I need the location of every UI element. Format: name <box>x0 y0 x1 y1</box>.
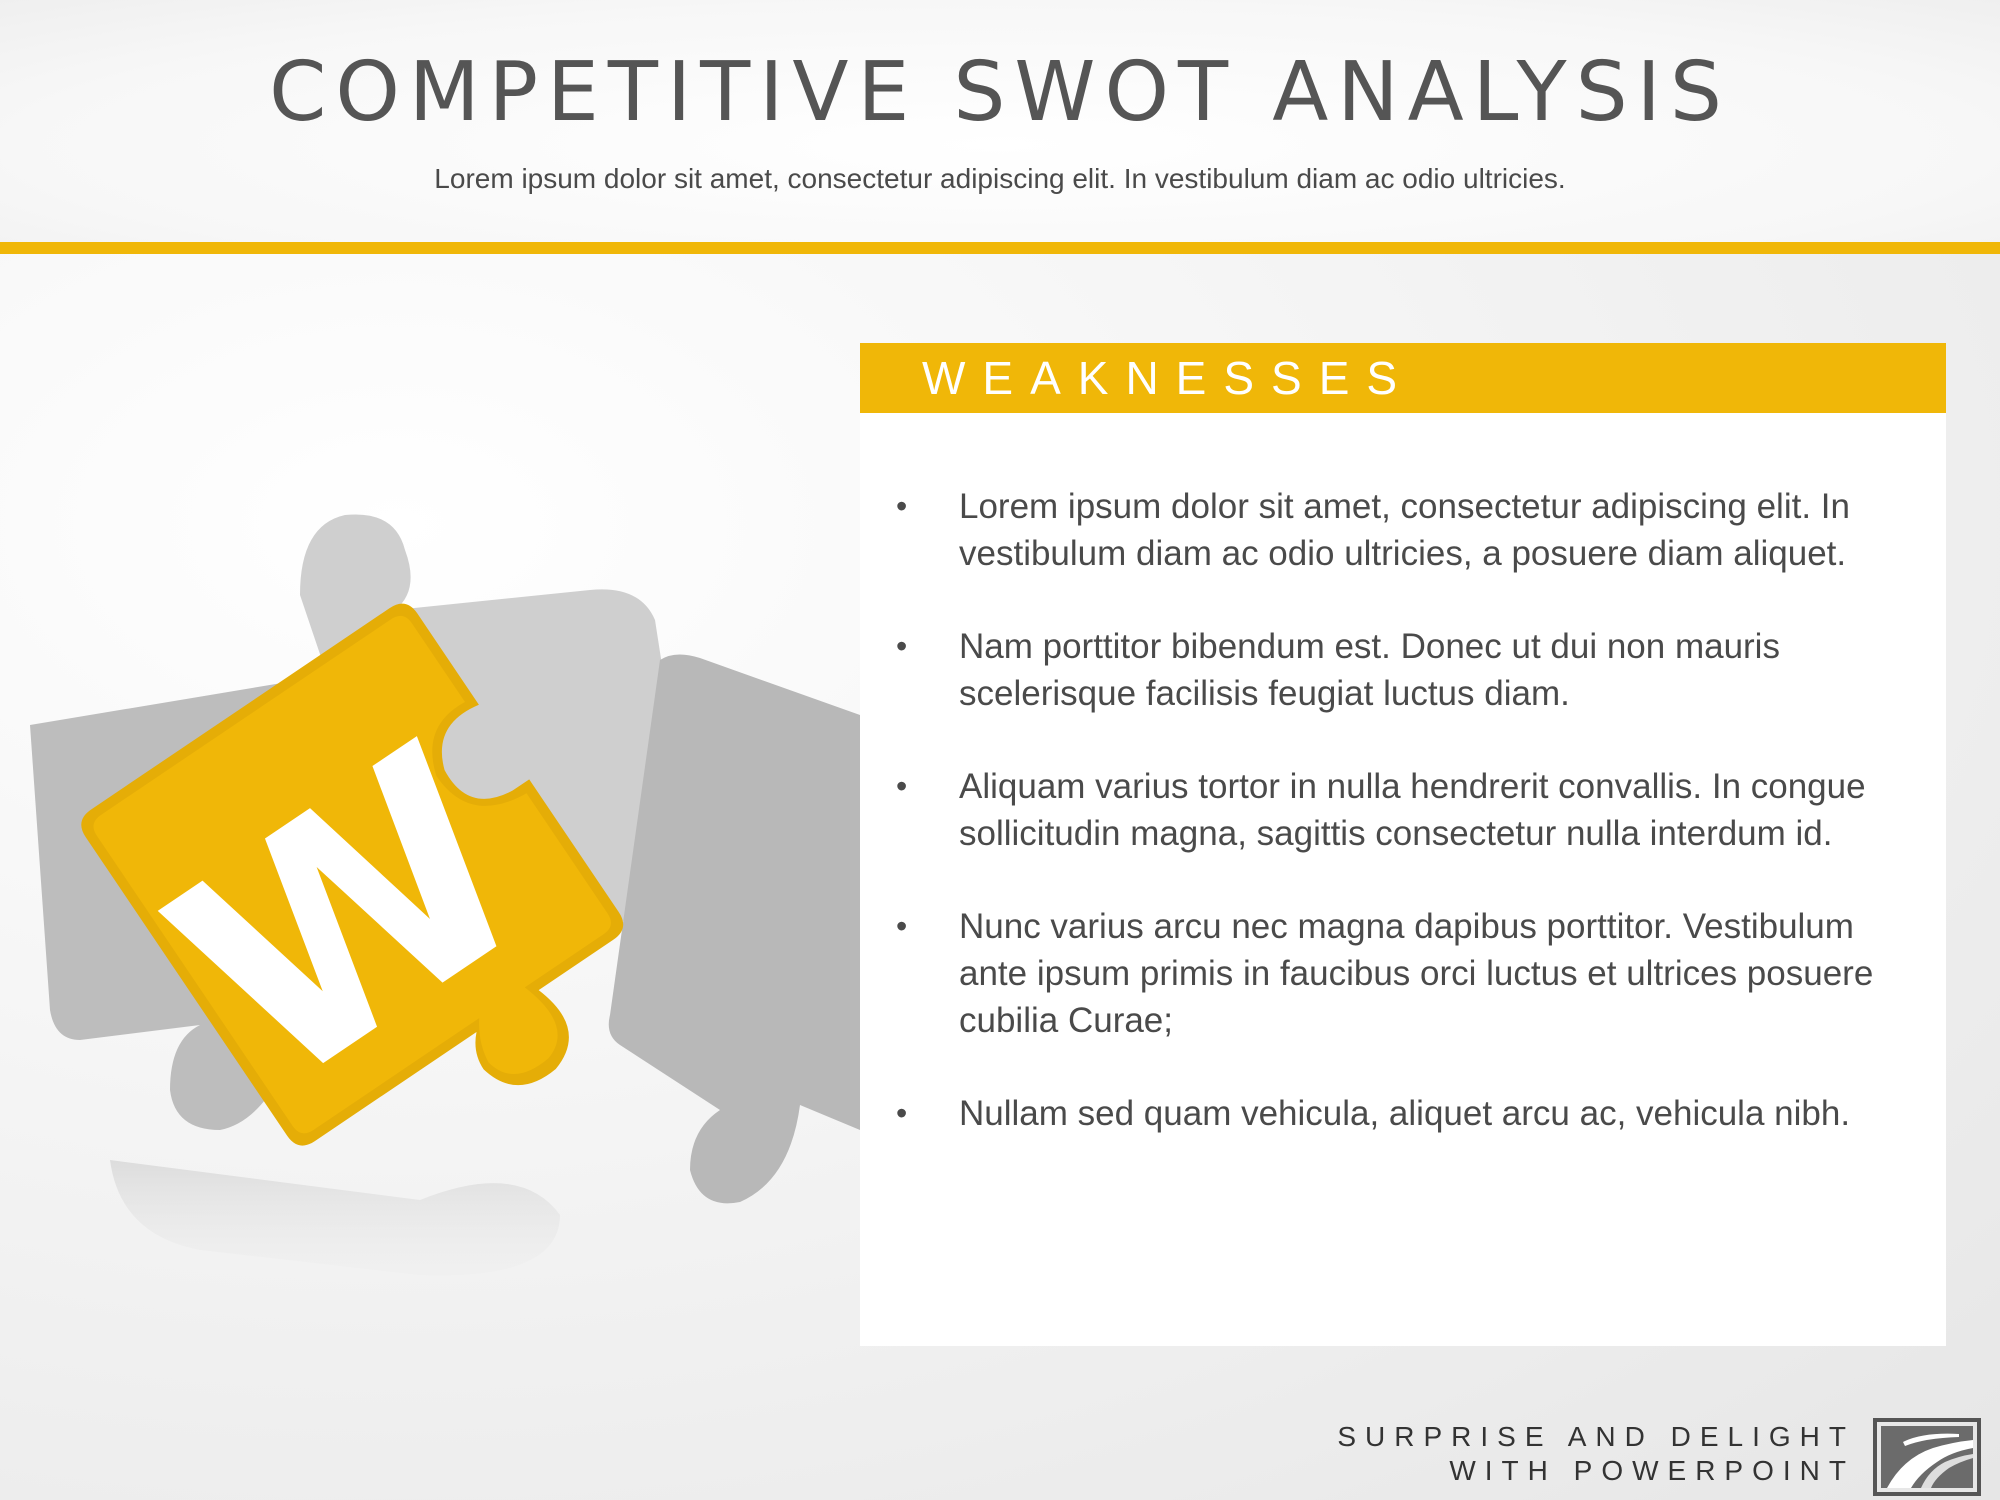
bullet-text: Nunc varius arcu nec magna dapibus porttitor. Vestibulum ante ipsum primis in faucibus orci luctus et ultrices posuere cubilia Curae; <box>959 907 1874 1040</box>
accent-divider <box>0 242 2000 254</box>
slide-subtitle: Lorem ipsum dolor sit amet, consectetur adipiscing elit. In vestibulum diam ac odio ultricies. <box>434 163 1566 194</box>
list-item <box>860 763 1946 857</box>
list-item <box>860 903 1946 1044</box>
list-item <box>860 483 1946 577</box>
puzzle-pieces-icon <box>0 480 860 1300</box>
bullet-icon: • <box>896 1095 908 1131</box>
footer-line-1: SURPRISE AND DELIGHT <box>1337 1421 1855 1452</box>
weaknesses-heading: WEAKNESSES <box>922 352 1415 404</box>
bullet-icon: • <box>896 628 908 664</box>
bullet-icon: • <box>896 488 908 524</box>
weaknesses-list <box>860 483 1946 1183</box>
slide-title: COMPETITIVE SWOT ANALYSIS <box>269 45 1731 140</box>
list-item <box>860 1090 1946 1137</box>
bullet-text: Aliquam varius tortor in nulla hendrerit convallis. In congue sollicitudin magna, sagittis consectetur nulla interdum id. <box>959 767 1866 853</box>
puzzle-shadow <box>110 1160 560 1275</box>
bullet-text: Nam porttitor bibendum est. Donec ut dui non mauris scelerisque facilisis feugiat luctus diam. <box>959 627 1780 713</box>
weaknesses-panel <box>860 343 1946 1346</box>
bullet-icon: • <box>896 908 908 944</box>
footer-line-2: WITH POWERPOINT <box>1449 1455 1855 1486</box>
footer-tagline <box>1337 1420 1855 1488</box>
list-item <box>860 623 1946 717</box>
bullet-text: Lorem ipsum dolor sit amet, consectetur adipiscing elit. In vestibulum diam ac odio ultricies, a posuere diam aliquet. <box>959 487 1850 573</box>
bullet-text: Nullam sed quam vehicula, aliquet arcu ac, vehicula nibh. <box>959 1094 1851 1133</box>
weaknesses-header <box>860 343 1946 413</box>
road-logo-icon <box>1873 1418 1981 1496</box>
slide-header <box>0 0 2000 242</box>
puzzle-letter-w: W <box>117 681 587 1157</box>
bullet-icon: • <box>896 768 908 804</box>
